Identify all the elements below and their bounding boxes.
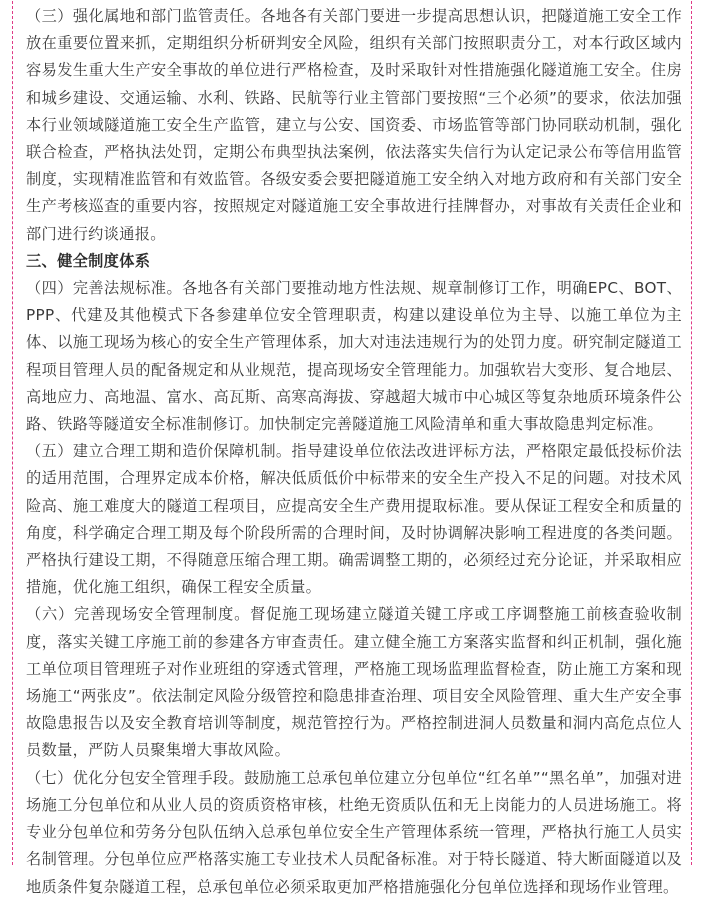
section-heading-system: 三、健全制度体系 [26,251,151,270]
document-body [26,3,682,901]
paragraph-5-schedule-cost-mechanism: （五）建立合理工期和造价保障机制。指导建设单位依法改进评标方法，严格限定最低投标价法的适用范围，合理界定成本价格，解决低质低价中标带来的安全生产投入不足的问题。对技术风险高、施工难度大的隧道工程项目，应提高安全生产费用提取标准。要从保证工程安全和质量的角度，科学确定合理工期及每个阶段所需的合理时间，及时协调解决影响工程进度的各类问题。严格执行建设工期，不得随意压缩合理工期。确需调整工期的，必须经过充分论证，并采取相应措施，优化施工组织，确保工程安全质量。 [26,442,682,597]
paragraph-3-territorial-supervision: （三）强化属地和部门监管责任。各地各有关部门要进一步提高思想认识，把隧道施工安全工作放在重要位置来抓，定期组织分析研判安全风险，组织有关部门按照职责分工，对本行政区域内容易发生重大生产安全事故的单位进行严格检查，及时采取针对性措施强化隧道施工安全。住房和城乡建设、交通运输、水利、铁路、民航等行业主管部门要按照“三个必须”的要求，依法加强本行业领域隧道施工安全生产监管，建立与公安、国资委、市场监管等部门协同联动机制，强化联合检查，严格执法处罚，定期公布典型执法案例，依法落实失信行为认定记录公布等信用监管制度，实现精准监管和有效监管。各级安委会要把隧道施工安全纳入对地方政府和有关部门安全生产考核巡查的重要内容，按照规定对隧道施工安全事故进行挂牌督办，对事故有关责任企业和部门进行约谈通报。 [26,7,682,243]
paragraph-6-site-safety-management: （六）完善现场安全管理制度。督促施工现场建立隧道关键工序或工序调整施工前核查验收制度，落实关键工序施工前的参建各方审查责任。建立健全施工方案落实监督和纠正机制，强化施工单位项目管理班子对作业班组的穿透式管理，严格施工现场监理监督检查，防止施工方案和现场施工“两张皮”。依法制定风险分级管控和隐患排查治理、项目安全风险管理、重大生产安全事故隐患报告以及安全教育培训等制度，规范管控行为。严格控制进洞人员数量和洞内高危点位人员数量，严防人员聚集增大事故风险。 [26,605,682,760]
paragraph-7-subcontract-management: （七）优化分包安全管理手段。鼓励施工总承包单位建立分包单位“红名单”“黑名单”，加强对进场施工分包单位和从业人员的资质资格审核，杜绝无资质队伍和无上岗能力的人员进场施工。将专业分包单位和劳务分包队伍纳入总承包单位安全生产管理体系统一管理，严格执行施工人员实名制管理。分包单位应严格落实施工专业技术人员配备标准。对于特长隧道、特大断面隧道以及地质条件复杂隧道工程，总承包单位必须采取更加严格措施强化分包单位选择和现场作业管理。 [26,768,682,896]
paragraph-4-regulations-standards: （四）完善法规标准。各地各有关部门要推动地方性法规、规章制修订工作，明确EPC、BOT、PPP、代建及其他模式下各参建单位安全管理职责，构建以建设单位为主导、以施工单位为主体、以施工现场为核心的安全生产管理体系，加大对违法违规行为的处罚力度。研究制定隧道工程项目管理人员的配备规定和从业规范，提高现场安全管理能力。加强软岩大变形、复合地层、高地应力、高地温、富水、高瓦斯、高寒高海拔、穿越超大城市中心城区等复杂地质环境条件公路、铁路等隧道安全标准制修订。加快制定完善隧道施工风险清单和重大事故隐患判定标准。 [26,279,682,434]
